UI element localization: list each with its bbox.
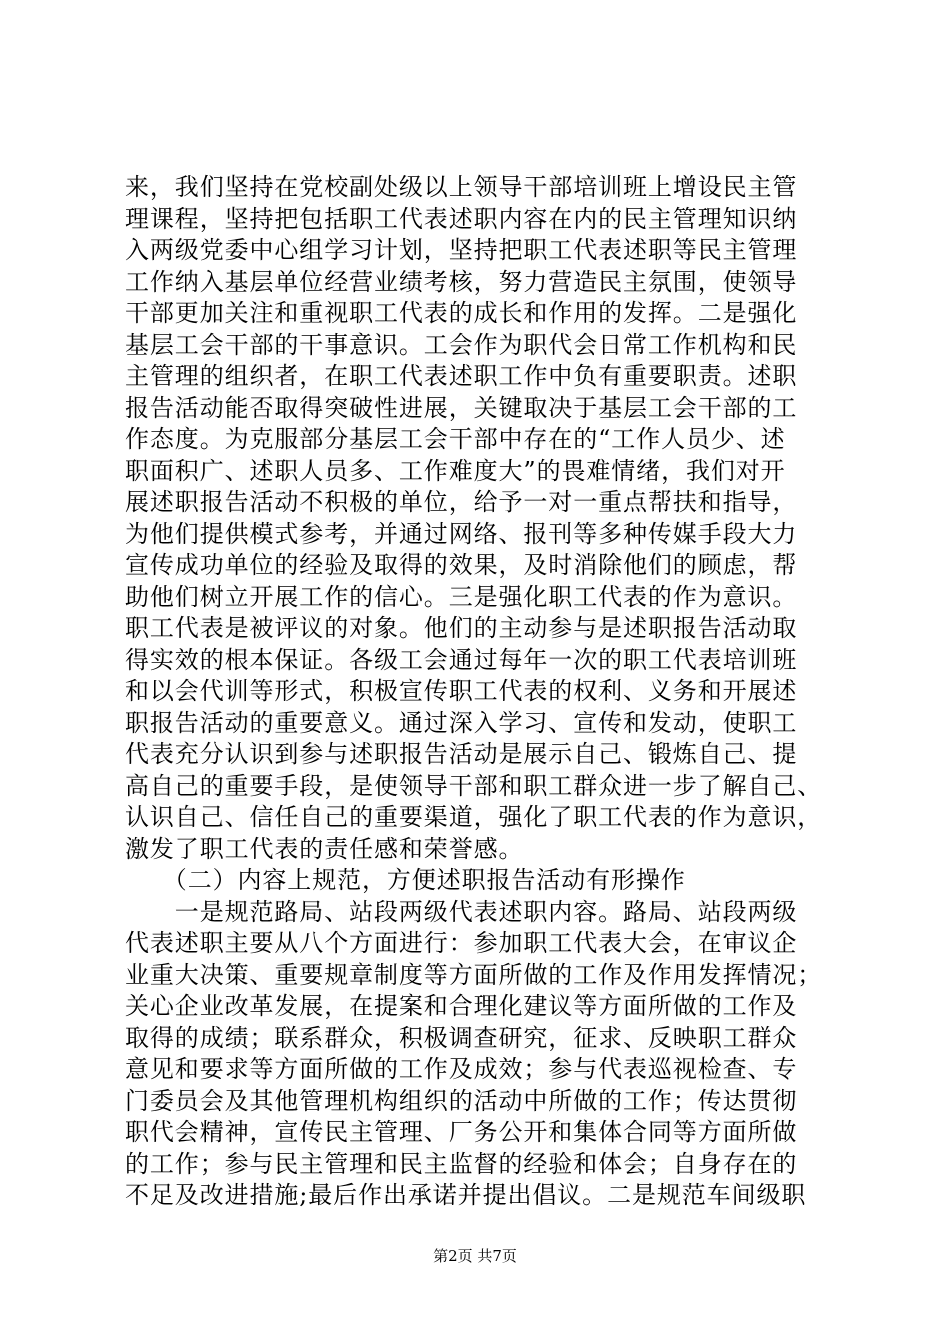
- text-line: 入两级党委中心组学习计划，坚持把职工代表述职等民主管理: [125, 236, 798, 264]
- text-line: 来，我们坚持在党校副处级以上领导干部培训班上增设民主管: [125, 173, 798, 201]
- text-line: 高自己的重要手段，是使领导干部和职工群众进一步了解自己、: [125, 771, 823, 800]
- text-line: （二）内容上规范，方便述职报告活动有形操作: [125, 866, 686, 894]
- text-line: 和以会代训等形式，积极宣传职工代表的权利、义务和开展述: [125, 677, 798, 705]
- text-line: 职代会精神，宣传民主管理、厂务公开和集体合同等方面所做: [125, 1118, 798, 1146]
- text-line: 基层工会干部的干事意识。工会作为职代会日常工作机构和民: [125, 330, 798, 359]
- text-line: 代表述职主要从八个方面进行：参加职工代表大会，在审议企: [125, 929, 798, 957]
- text-line: 助他们树立开展工作的信心。三是强化职工代表的作为意识。: [125, 582, 798, 611]
- text-line: 取得的成绩；联系群众，积极调查研究，征求、反映职工群众: [125, 1023, 798, 1052]
- text-line: 工作纳入基层单位经营业绩考核，努力营造民主氛围，使领导: [125, 267, 798, 296]
- text-line: 激发了职工代表的责任感和荣誉感。: [125, 834, 524, 863]
- body-text: [125, 172, 837, 1212]
- text-line: 宣传成功单位的经验及取得的效果，及时消除他们的顾虑，帮: [125, 551, 798, 579]
- text-line: 认识自己、信任自己的重要渠道，强化了职工代表的作为意识，: [125, 803, 823, 831]
- text-line: 职面积广、述职人员多、工作难度大”的畏难情绪，我们对开: [125, 456, 786, 485]
- text-line: 展述职报告活动不积极的单位，给予一对一重点帮扶和指导，: [125, 488, 798, 516]
- text-line: 职报告活动的重要意义。通过深入学习、宣传和发动，使职工: [125, 708, 798, 737]
- text-line: 意见和要求等方面所做的工作及成效；参与代表巡视检查、专: [125, 1055, 798, 1083]
- text-line: 不足及改进措施;最后作出承诺并提出倡议。二是规范车间级职: [125, 1181, 807, 1209]
- text-line: 干部更加关注和重视职工代表的成长和作用的发挥。二是强化: [125, 299, 798, 327]
- text-line: 门委员会及其他管理机构组织的活动中所做的工作；传达贯彻: [125, 1086, 798, 1115]
- text-line: 主管理的组织者，在职工代表述职工作中负有重要职责。述职: [125, 362, 798, 390]
- text-line: 作态度。为克服部分基层工会干部中存在的“工作人员少、述: [125, 425, 786, 453]
- text-line: 代表充分认识到参与述职报告活动是展示自己、锻炼自己、提: [125, 740, 798, 768]
- text-line: 得实效的根本保证。各级工会通过每年一次的职工代表培训班: [125, 645, 798, 674]
- text-line: 职工代表是被评议的对象。他们的主动参与是述职报告活动取: [125, 614, 798, 642]
- text-line: 理课程，坚持把包括职工代表述职内容在内的民主管理知识纳: [125, 204, 798, 233]
- text-line: 关心企业改革发展，在提案和合理化建议等方面所做的工作及: [125, 992, 798, 1020]
- text-line: 一是规范路局、站段两级代表述职内容。路局、站段两级: [125, 897, 798, 926]
- text-line: 业重大决策、重要规章制度等方面所做的工作及作用发挥情况；: [125, 960, 823, 989]
- text-line: 为他们提供模式参考，并通过网络、报刊等多种传媒手段大力: [125, 519, 798, 548]
- text-line: 报告活动能否取得突破性进展，关键取决于基层工会干部的工: [125, 393, 798, 422]
- text-line: 的工作；参与民主管理和民主监督的经验和体会；自身存在的: [125, 1149, 798, 1178]
- page-footer: 第2页 共7页: [433, 1247, 517, 1265]
